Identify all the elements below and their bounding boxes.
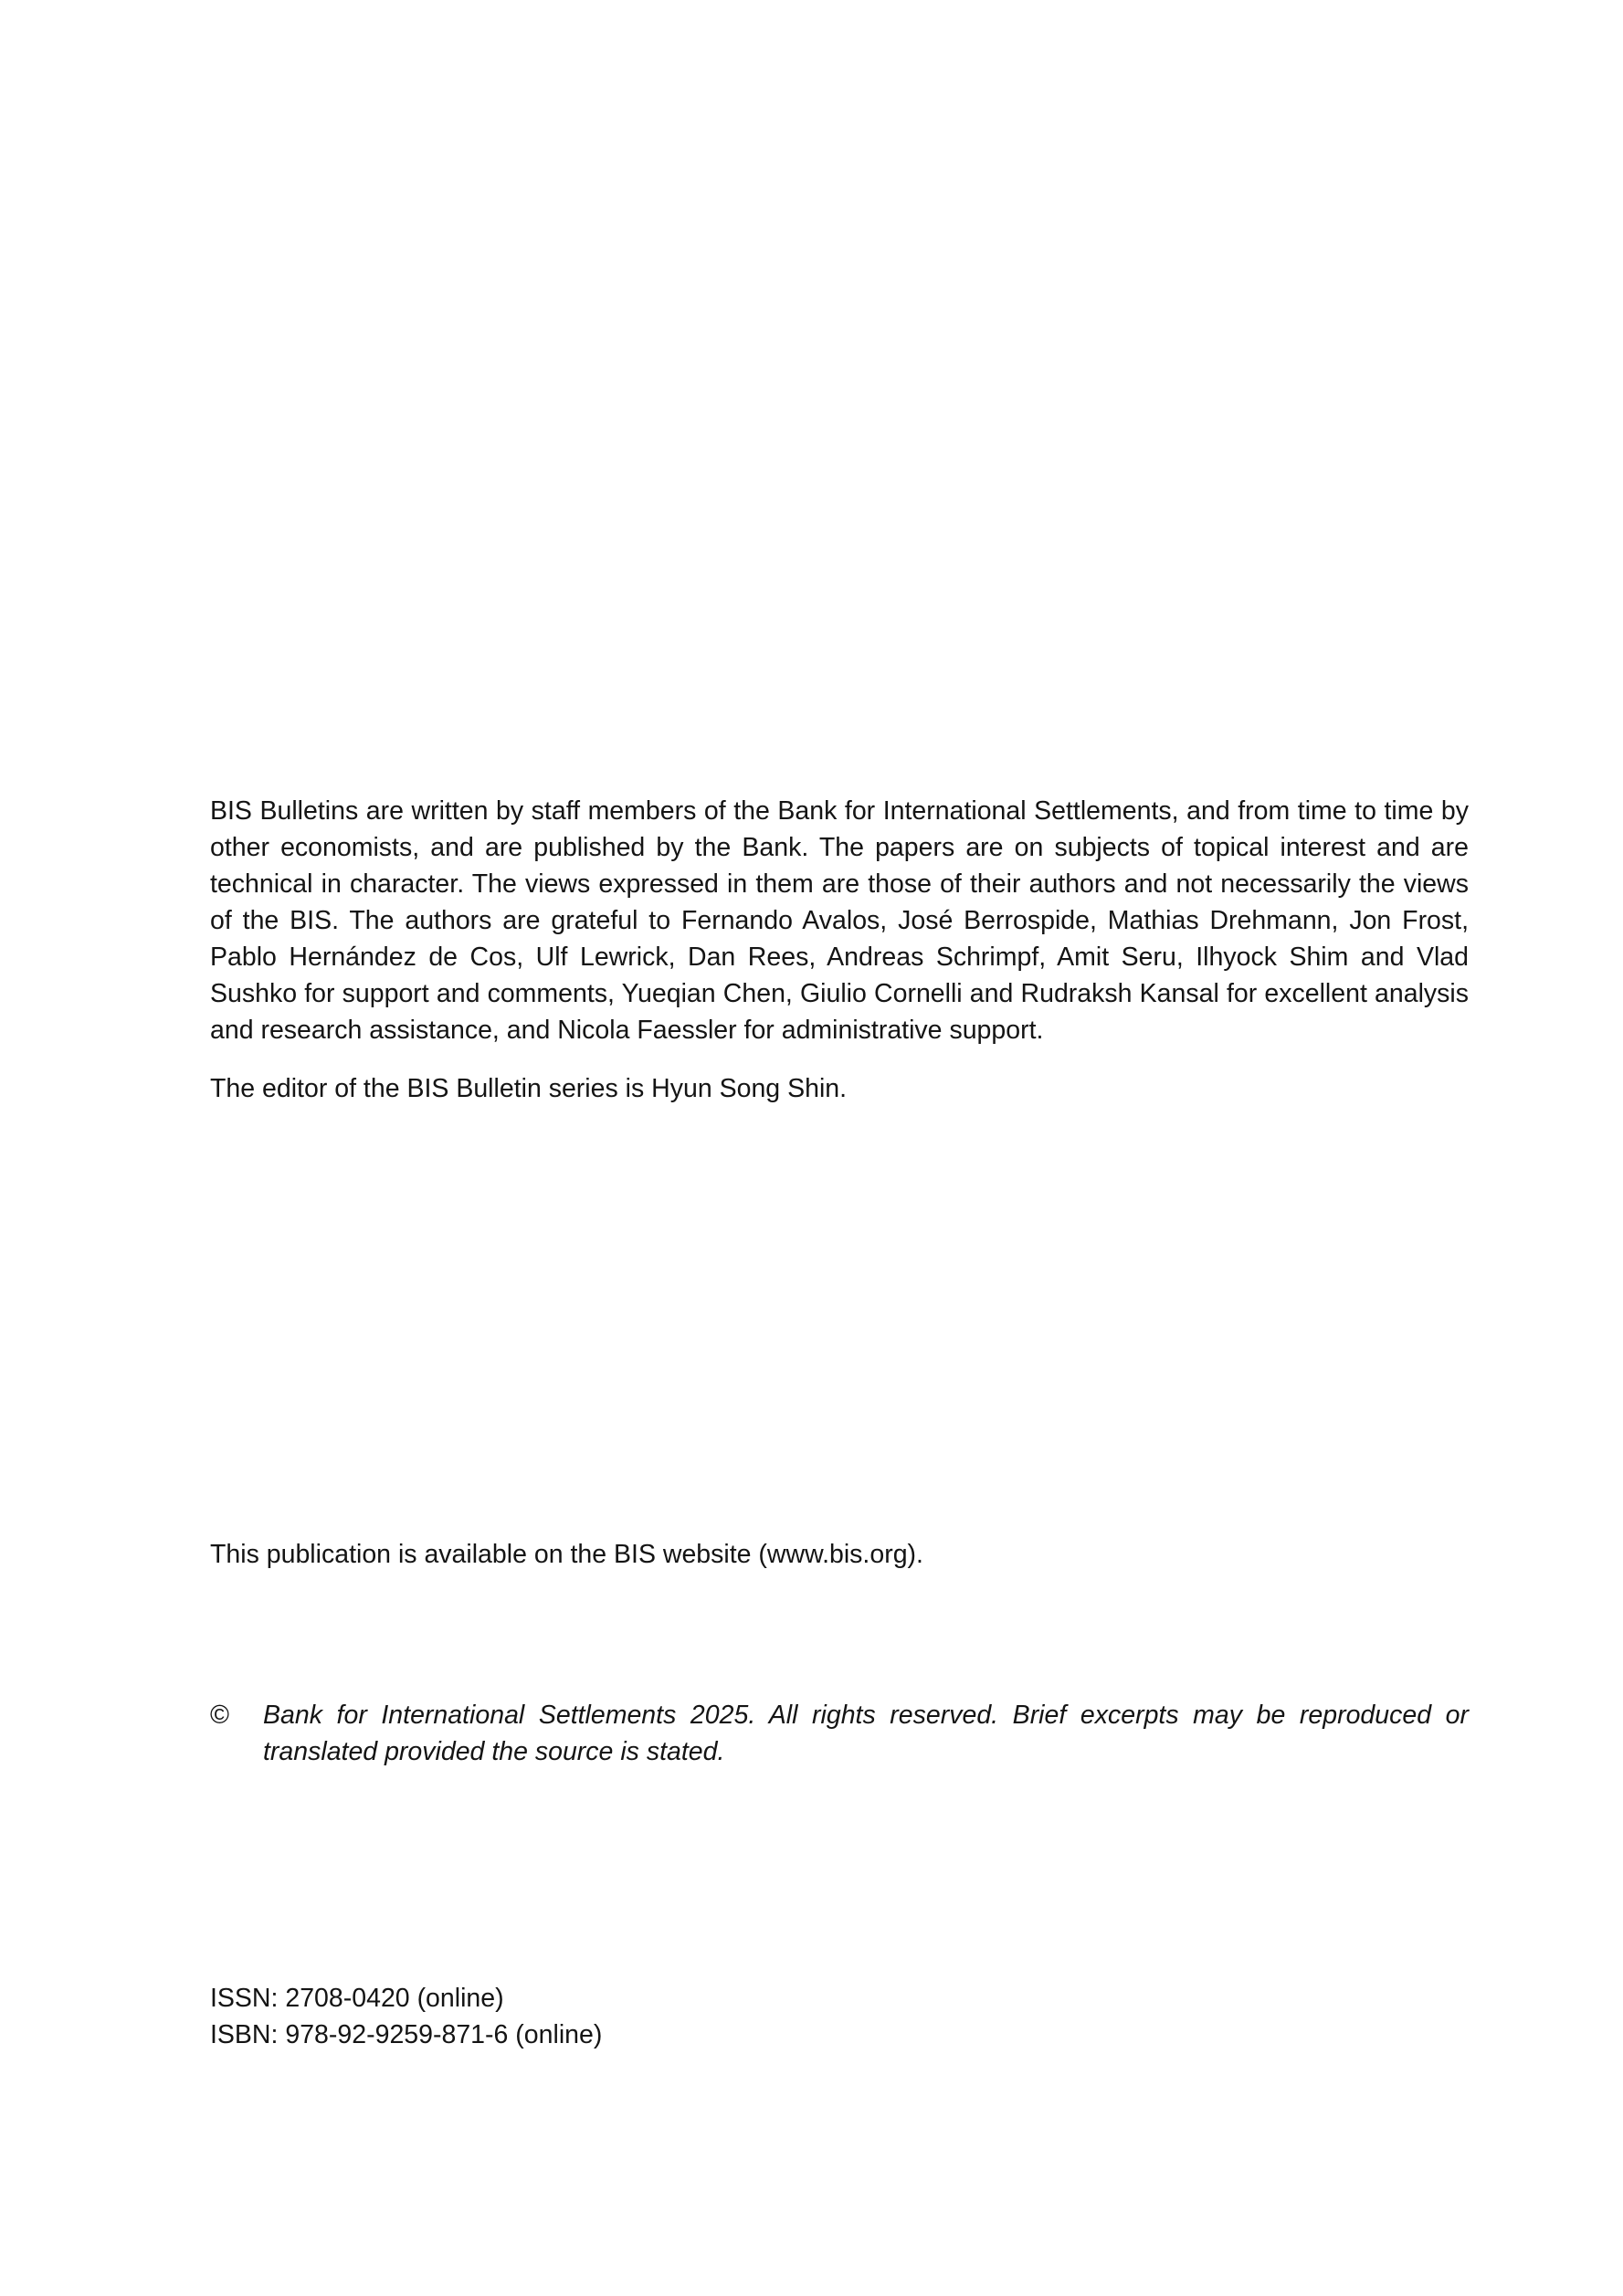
copyright-symbol: © [210,1701,229,1730]
isbn-line: ISBN: 978-92-9259-871-6 (online) [210,2020,603,2049]
issn-line: ISSN: 2708-0420 (online) [210,1984,504,2013]
disclaimer-paragraph: BIS Bulletins are written by staff members of the Bank for International Settlements, and from time to time by other economists, and are published by the Bank. The papers are on subjects of topical interest and are technical in character. The views expressed in them are those of their authors and not necessarily the views of the BIS. The authors are grateful to Fernando Avalos, José Berrospide, Mathias Drehmann, Jon Frost, Pablo Hernández de Cos, Ulf Lewrick, Dan Rees, Andreas Schrimpf, Amit Seru, Ilhyock Shim and Vlad Sushko for support and comments, Yueqian Chen, Giulio Cornelli and Rudraksh Kansal for excellent analysis and research assistance, and Nicola Faessler for administrative support. [210,796,1469,1045]
copyright-text: Bank for International Settlements 2025. All rights reserved. Brief excerpts may be reproduced or translated provided the source is stated. [263,1701,1469,1766]
availability-note: This publication is available on the BIS website (www.bis.org). [210,1540,923,1569]
publication-identifiers [210,1980,1469,2053]
editor-note: The editor of the BIS Bulletin series is Hyun Song Shin. [210,1074,848,1103]
